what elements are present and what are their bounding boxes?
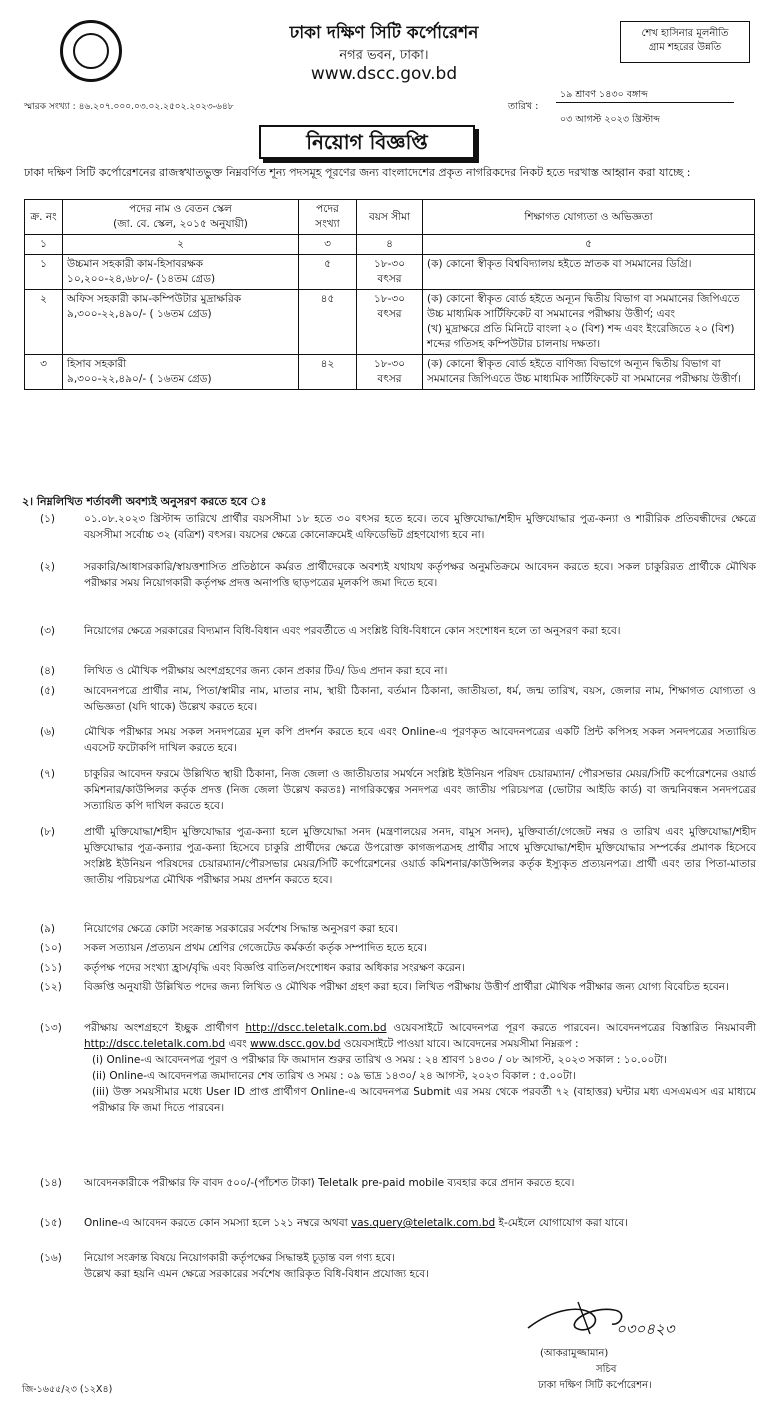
colnum: ১ (25, 235, 63, 255)
memo-number: স্মারক সংখ্যা : ৪৬.২০৭.০০০.০৩.০২.২৫০২.২০২৩-৬৪৮ (24, 102, 234, 112)
term13-text-3: এবং (228, 1038, 247, 1050)
row-scale: ৯,৩০০-২২,৪৯০/- ( ১৬তম গ্রেড) (67, 373, 212, 385)
term13-text-1: পরীক্ষায় অংশগ্রহণে ইচ্ছুক প্রার্থীগণ (84, 1022, 239, 1034)
term-number: (১৩) (40, 1022, 62, 1034)
schedule-iii: (iii) উক্ত সময়সীমার মধ্যে User ID প্রাপ্ত প্রার্থীগণ Online-এ আবেদনপত্র Submit এর সময় থেকে পরবর্তী ৭২ (বাহাত্তর) ঘন্টার মধ্য এসএমএস এর মাধ্যমে পরীক্ষার ফি জমা দিতে পারবেন। (92, 1086, 756, 1114)
term-item (40, 663, 756, 679)
term-number: (৮) (40, 826, 56, 838)
term-text: নিয়োগের ক্ষেত্রে সরকারের বিদ্যমান বিধি-বিধান এবং পরবর্তীতে এ সংশ্লিষ্ট বিধি-বিধানে কোন সংশোধন হলে তা অনুসরণ করা হবে। (84, 625, 621, 637)
term13-text-4: ওয়েবসাইটে পাওয়া যাবে। আবেদনের সময়সীমা নিম্নরূপ : (343, 1038, 579, 1050)
org-website: www.dscc.gov.bd (310, 64, 458, 84)
term-text: আবেদনকারীকে পরীক্ষার ফি বাবদ ৫০০/-(পাঁচশত টাকা) Teletalk pre-paid mobile ব্যবহার করে প্রদান করতে হবে। (84, 1177, 575, 1189)
term-item (40, 766, 756, 814)
table-row (25, 255, 755, 290)
table-colnum-row (25, 235, 755, 255)
term-item (40, 559, 756, 607)
term-text: মৌখিক পরীক্ষার সময় সকল সনদপত্রের মূল কপি প্রদর্শন করতে হবে এবং Online-এ পূরণকৃত আবেদনপত্রের একটি প্রিন্ট কপিসহ সকল সনদপত্রের সত্যায়িত এবসেট ফটোকপি দাখিল করতে হবে। (84, 726, 756, 754)
row-post: হিসাব সহকারী (67, 358, 127, 370)
header-count: পদের সংখ্যা (299, 200, 357, 235)
term-text: প্রার্থী মুক্তিযোদ্ধা/শহীদ মুক্তিযোদ্ধার পুত্র-কন্যা হলে মুক্তিযোদ্ধা সনদ (মন্ত্রণালয়ের সনদ, বামুস সনদ), মুক্তিবার্তা/গেজেট নম্বর ও তারিখ এবং মুক্তিযোদ্ধা/শহীদ মুক্তিযোদ্ধার পুত্র-কন্যার পুত্র-কন্যা হিসেবে চাকুরি প্রার্থীদের ক্ষেত্রে উপরোক্ত কাগজপত্রসহ প্রার্থীর সাথে মুক্তিযোদ্ধা/শহীদ মুক্তিযোদ্ধার সম্পর্কের প্রমাণক হিসেবে সংশ্লিষ্ট ইউনিয়ন পরিষদের চেয়ারম্যান/পৌরসভার মেয়র/সিটি কর্পোরেশনের ওয়ার্ড কমিশনার/কাউন্সিলর কর্তৃক ইস্যুকৃত প্রত্যয়নপত্র। প্রার্থী এবং তার পিতা-মাতার জাতীয় পরিচয়পত্র মৌখিক পরীক্ষার সময় প্রদর্শন করতে হবে। (84, 826, 756, 886)
term-text: সরকারি/আধাসরকারি/স্বায়ত্তশাসিত প্রতিষ্ঠানে কর্মরত প্রার্থীদেরকে অবশ্যই যথাযথ কর্তৃপক্ষর অনুমতিক্রমে আবেদন করতে হবে। সকল চাকুরিরত প্রার্থীকে মৌখিক পরীক্ষার সময় নিয়োগকারী কর্তৃপক্ষ প্রদত্ত অনাপত্তি ছাড়পত্রের মূলকপি জমা দিতে হবে। (84, 561, 756, 589)
term-number: (৪) (40, 665, 56, 677)
motto-line-1: শেখ হাসিনার মূলনীতি (641, 28, 729, 39)
row-sl: ৩ (25, 355, 63, 390)
term-number: (১২) (40, 981, 62, 993)
term-item (40, 979, 756, 1011)
handwritten-signature (524, 1294, 694, 1346)
row-qualification (423, 355, 755, 390)
colnum: ৫ (423, 235, 755, 255)
row-age: ১৮-৩০ বৎসর (357, 290, 423, 355)
term-number: (৭) (40, 768, 56, 780)
row-age: ১৮-৩০ বৎসর (357, 355, 423, 390)
signatory-title: সচিব (596, 1364, 617, 1375)
row-sl: ২ (25, 290, 63, 355)
header-post-line2: (জা. বে. স্কেল, ২০১৫ অনুযায়ী) (113, 218, 248, 230)
row-post-cell (63, 355, 299, 390)
term-number: (১৬) (40, 1252, 62, 1264)
term-number: (৩) (40, 625, 56, 637)
org-name: ঢাকা দক্ষিণ সিটি কর্পোরেশন (289, 23, 479, 43)
term-text: লিখিত ও মৌখিক পরীক্ষায় অংশগ্রহণের জন্য কোন প্রকার টিএ/ ডিএ প্রদান করা হবে না। (84, 665, 448, 677)
term15-text-1: Online-এ আবেদন করতে কোন সমস্যা হলে ১২১ নম্বরে অথবা (84, 1217, 348, 1229)
terms-heading: ২। নিম্নলিখিত শর্তাবলী অবশ্যই অনুসরণ করতে হবে ঃ (22, 495, 267, 508)
motto-box (620, 21, 750, 63)
row-count: ৪৫ (299, 290, 357, 355)
term-number: (৯) (40, 923, 56, 935)
term-text: সকল সত্যায়ন /প্রত্যয়ন প্রথম শ্রেণির গেজেটেড কর্মকর্তা কর্তৃক সম্পাদিত হতে হবে। (84, 942, 428, 954)
term-item (40, 960, 756, 976)
date-bangla: ১৯ শ্রাবণ ১৪৩০ বঙ্গাব্দ (560, 89, 648, 100)
org-address: নগর ভবন, ঢাকা। (339, 48, 429, 63)
teletalk-link-2[interactable]: http://dscc.teletalk.com.bd (84, 1038, 226, 1050)
teletalk-link[interactable]: http://dscc.teletalk.com.bd (245, 1022, 387, 1034)
term-item (40, 940, 756, 956)
term-item (40, 724, 756, 756)
term-text (84, 1250, 756, 1282)
colnum: ২ (63, 235, 299, 255)
row-scale: ১০,২০০-২৪,৬৮০/- (১৪তম গ্রেড) (67, 273, 216, 285)
term-text (84, 1020, 756, 1116)
term-item (40, 1250, 756, 1282)
header-age: বয়স সীমা (357, 200, 423, 235)
intro-text: ঢাকা দক্ষিণ সিটি কর্পোরেশনের রাজস্বখাতভুক্ত নিম্নবর্ণিত শূন্য পদসমূহ পূরণের জন্য বাংলাদেশের প্রকৃত নাগরিকদের নিকট হতে দরখাস্ত আহ্বান করা যাচ্ছে : (24, 166, 691, 179)
row-count: ৪২ (299, 355, 357, 390)
term-item (40, 683, 756, 715)
row-qualification (423, 255, 755, 290)
colnum: ৪ (357, 235, 423, 255)
date-label: তারিখ : (508, 101, 539, 112)
row-age: ১৮-৩০ বৎসর (357, 255, 423, 290)
term-number: (১৫) (40, 1217, 62, 1229)
posts-table (24, 199, 755, 390)
term-text: নিয়োগের ক্ষেত্রে কোটা সংক্রান্ত সরকারের সর্বশেষ সিদ্ধান্ত অনুসরণ করা হবে। (84, 923, 398, 935)
header-post (63, 200, 299, 235)
term16-line-1: নিয়োগ সংক্রান্ত বিষয়ে নিয়োগকারী কর্তৃপক্ষের সিদ্ধান্তই চূড়ান্ত বল গণ্য হবে। (84, 1252, 395, 1264)
term-number: (১০) (40, 942, 62, 954)
row-post: উচ্চমান সহকারী কাম-হিসাবরক্ষক (67, 258, 204, 270)
header-post-line1: পদের নাম ও বেতন স্কেল (129, 203, 232, 215)
row-post-cell (63, 290, 299, 355)
term-item (40, 623, 756, 655)
term-text: আবেদনপত্রে প্রার্থীর নাম, পিতা/স্বামীর নাম, মাতার নাম, স্থায়ী ঠিকানা, বর্তমান ঠিকানা, জাতীয়তা, ধর্ম, জন্ম তারিখ, বয়স, জেলার নাম, শিক্ষাগত যোগ্যতা ও অভিজ্ঞতা (যদি থাকে) উল্লেখ করতে হবে। (84, 685, 756, 713)
qual-a: (ক) কোনো স্বীকৃত বোর্ড হইতে অন্যূন দ্বিতীয় বিভাগ বা সমমানের জিপিএতে উচ্চ মাধ্যমিক সার্টিফিকেট বা সমমানের পরীক্ষায় উত্তীর্ণ; এবং (427, 293, 740, 320)
qual-a: (ক) কোনো স্বীকৃত বোর্ড হইতে বাণিজ্য বিভাগে অন্যূন দ্বিতীয় বিভাগ বা সমমানের জিপিএতে উচ্চ মাধ্যমিক সার্টিফিকেট বা সমমানের পরীক্ষায় উত্তীর্ণ। (427, 358, 741, 385)
term-text: ০১.০৮.২০২৩ খ্রিস্টাব্দ তারিখে প্রার্থীর বয়সসীমা ১৮ হতে ৩০ বৎসর হতে হবে। তবে মুক্তিযোদ্ধা/শহীদ মুক্তিযোদ্ধার পুত্র-কন্যা ও শারীরিক প্রতিবন্ধীদের ক্ষেত্রে বয়সসীমা সর্বোচ্চ ৩২ (বত্রিশ) বৎসর। বয়সের ক্ষেত্রে কোনোক্রমেই এফিডেভিট গ্রহণযোগ্য হবে না। (84, 513, 756, 541)
term-item-application (40, 1020, 756, 1164)
term-item (40, 511, 756, 559)
term15-text-2: ই-মেইলে যোগাযোগ করা যাবে। (498, 1217, 628, 1229)
term-number: (১৪) (40, 1177, 62, 1189)
term-number: (৬) (40, 726, 56, 738)
term-item (40, 921, 756, 937)
dscc-website-link[interactable]: www.dscc.gov.bd (250, 1038, 341, 1050)
row-count: ৫ (299, 255, 357, 290)
term-number: (১১) (40, 962, 62, 974)
term-number: (২) (40, 561, 56, 573)
publication-code: জি-১৬৫৫/২৩ (১২X৪) (22, 1384, 113, 1395)
signatory-name: (আকরামুজ্জামান) (540, 1348, 609, 1359)
support-email-link[interactable]: vas.query@teletalk.com.bd (350, 1217, 496, 1229)
term-item (40, 1175, 756, 1207)
header-sl: ক্র. নং (25, 200, 63, 235)
term-text (84, 1215, 756, 1231)
motto-line-2: গ্রাম শহরের উন্নতি (648, 42, 722, 53)
term-text: বিজ্ঞপ্তি অনুযায়ী উল্লিখিত পদের জন্য লিখিত ও মৌখিক পরীক্ষা গ্রহণ করা হবে। লিখিত পরীক্ষায় উত্তীর্ণ প্রার্থীরা মৌখিক পরীক্ষার জন্য যোগ্য বিবেচিত হবেন। (84, 981, 729, 993)
row-post-cell (63, 255, 299, 290)
term-number: (১) (40, 513, 56, 525)
signature-date: ০৩০৪২৩ (616, 1320, 675, 1338)
term-number: (৫) (40, 685, 56, 697)
term-text: চাকুরির আবেদন ফরমে উল্লিখিত স্থায়ী ঠিকানা, নিজ জেলা ও জাতীয়তার সমর্থনে সংশ্লিষ্ট ইউনিয়ন পরিষদ চেয়ারম্যান/ পৌরসভার মেয়র/সিটি কর্পোরেশনের ওয়ার্ড কমিশনার/কাউন্সিলর কর্তৃক প্রদত্ত (নিজ জেলা উল্লেখ করতঃ) নাগরিকত্বের সনদপত্র এবং জাতীয় পরিচয়পত্র (ভোটার আইডি কার্ড) বা জন্মনিবন্ধন সনদপত্রের সত্যায়িত কপি দাখিল করতে হবে। (84, 768, 756, 812)
schedule-ii: (ii) Online-এ আবেদনপত্র জমাদানের শেষ তারিখ ও সময় : ০৯ ভাদ্র ১৪৩০/ ২৪ আগস্ট, ২০২৩ বিকাল : ৫.০০টা। (92, 1070, 576, 1082)
term-item (40, 824, 756, 904)
row-sl: ১ (25, 255, 63, 290)
term16-line-2: উল্লেখ করা হয়নি এমন ক্ষেত্রে সরকারের সর্বশেষ জারিকৃত বিধি-বিধান প্রযোজ্য হবে। (84, 1268, 429, 1280)
table-row (25, 355, 755, 390)
qual-b: (খ) মুদ্রাক্ষরে প্রতি মিনিটে বাংলা ২০ (বিশ) শব্দ এবং ইংরেজিতে ২০ (বিশ) শব্দের গতিসহ কম্পিউটার চালনায় দক্ষতা। (427, 323, 735, 350)
term-text: কর্তৃপক্ষ পদের সংখ্যা হ্রাস/বৃদ্ধি এবং বিজ্ঞপ্তি বাতিল/সংশোধন করার অধিকার সংরক্ষণ করেন। (84, 962, 465, 974)
row-scale: ৯,৩০০-২২,৪৯০/- ( ১৬তম গ্রেড) (67, 308, 212, 320)
header-qualification: শিক্ষাগত যোগ্যতা ও অভিজ্ঞতা (423, 200, 755, 235)
notice-title: নিয়োগ বিজ্ঞপ্তি (259, 125, 475, 159)
colnum: ৩ (299, 235, 357, 255)
row-post: অফিস সহকারী কাম-কম্পিউটার মুদ্রাক্ষরিক (67, 293, 242, 305)
term13-text-2: ওয়েবসাইটে আবেদনপত্র পূরণ করতে পারবেন। আবেদনপত্রের বিস্তারিত নিয়মাবলী (393, 1022, 756, 1034)
qual-a: (ক) কোনো স্বীকৃত বিশ্ববিদ্যালয় হইতে স্নাতক বা সমমানের ডিগ্রি। (427, 258, 692, 270)
table-header-row (25, 200, 755, 235)
date-gregorian: ০৩ আগস্ট ২০২৩ খ্রিস্টাব্দ (560, 114, 660, 125)
schedule-i: (i) Online-এ আবেদনপত্র পূরণ ও পরীক্ষার ফি জমাদান শুরুর তারিখ ও সময় : ২৪ শ্রাবণ ১৪৩০ / ০৮ আগস্ট, ২০২৩ সকাল : ১০.০০টা। (92, 1054, 667, 1066)
row-qualification (423, 290, 755, 355)
table-row (25, 290, 755, 355)
term-item (40, 1215, 756, 1247)
signatory-org: ঢাকা দক্ষিণ সিটি কর্পোরেশন। (538, 1380, 652, 1391)
date-divider (556, 102, 734, 103)
